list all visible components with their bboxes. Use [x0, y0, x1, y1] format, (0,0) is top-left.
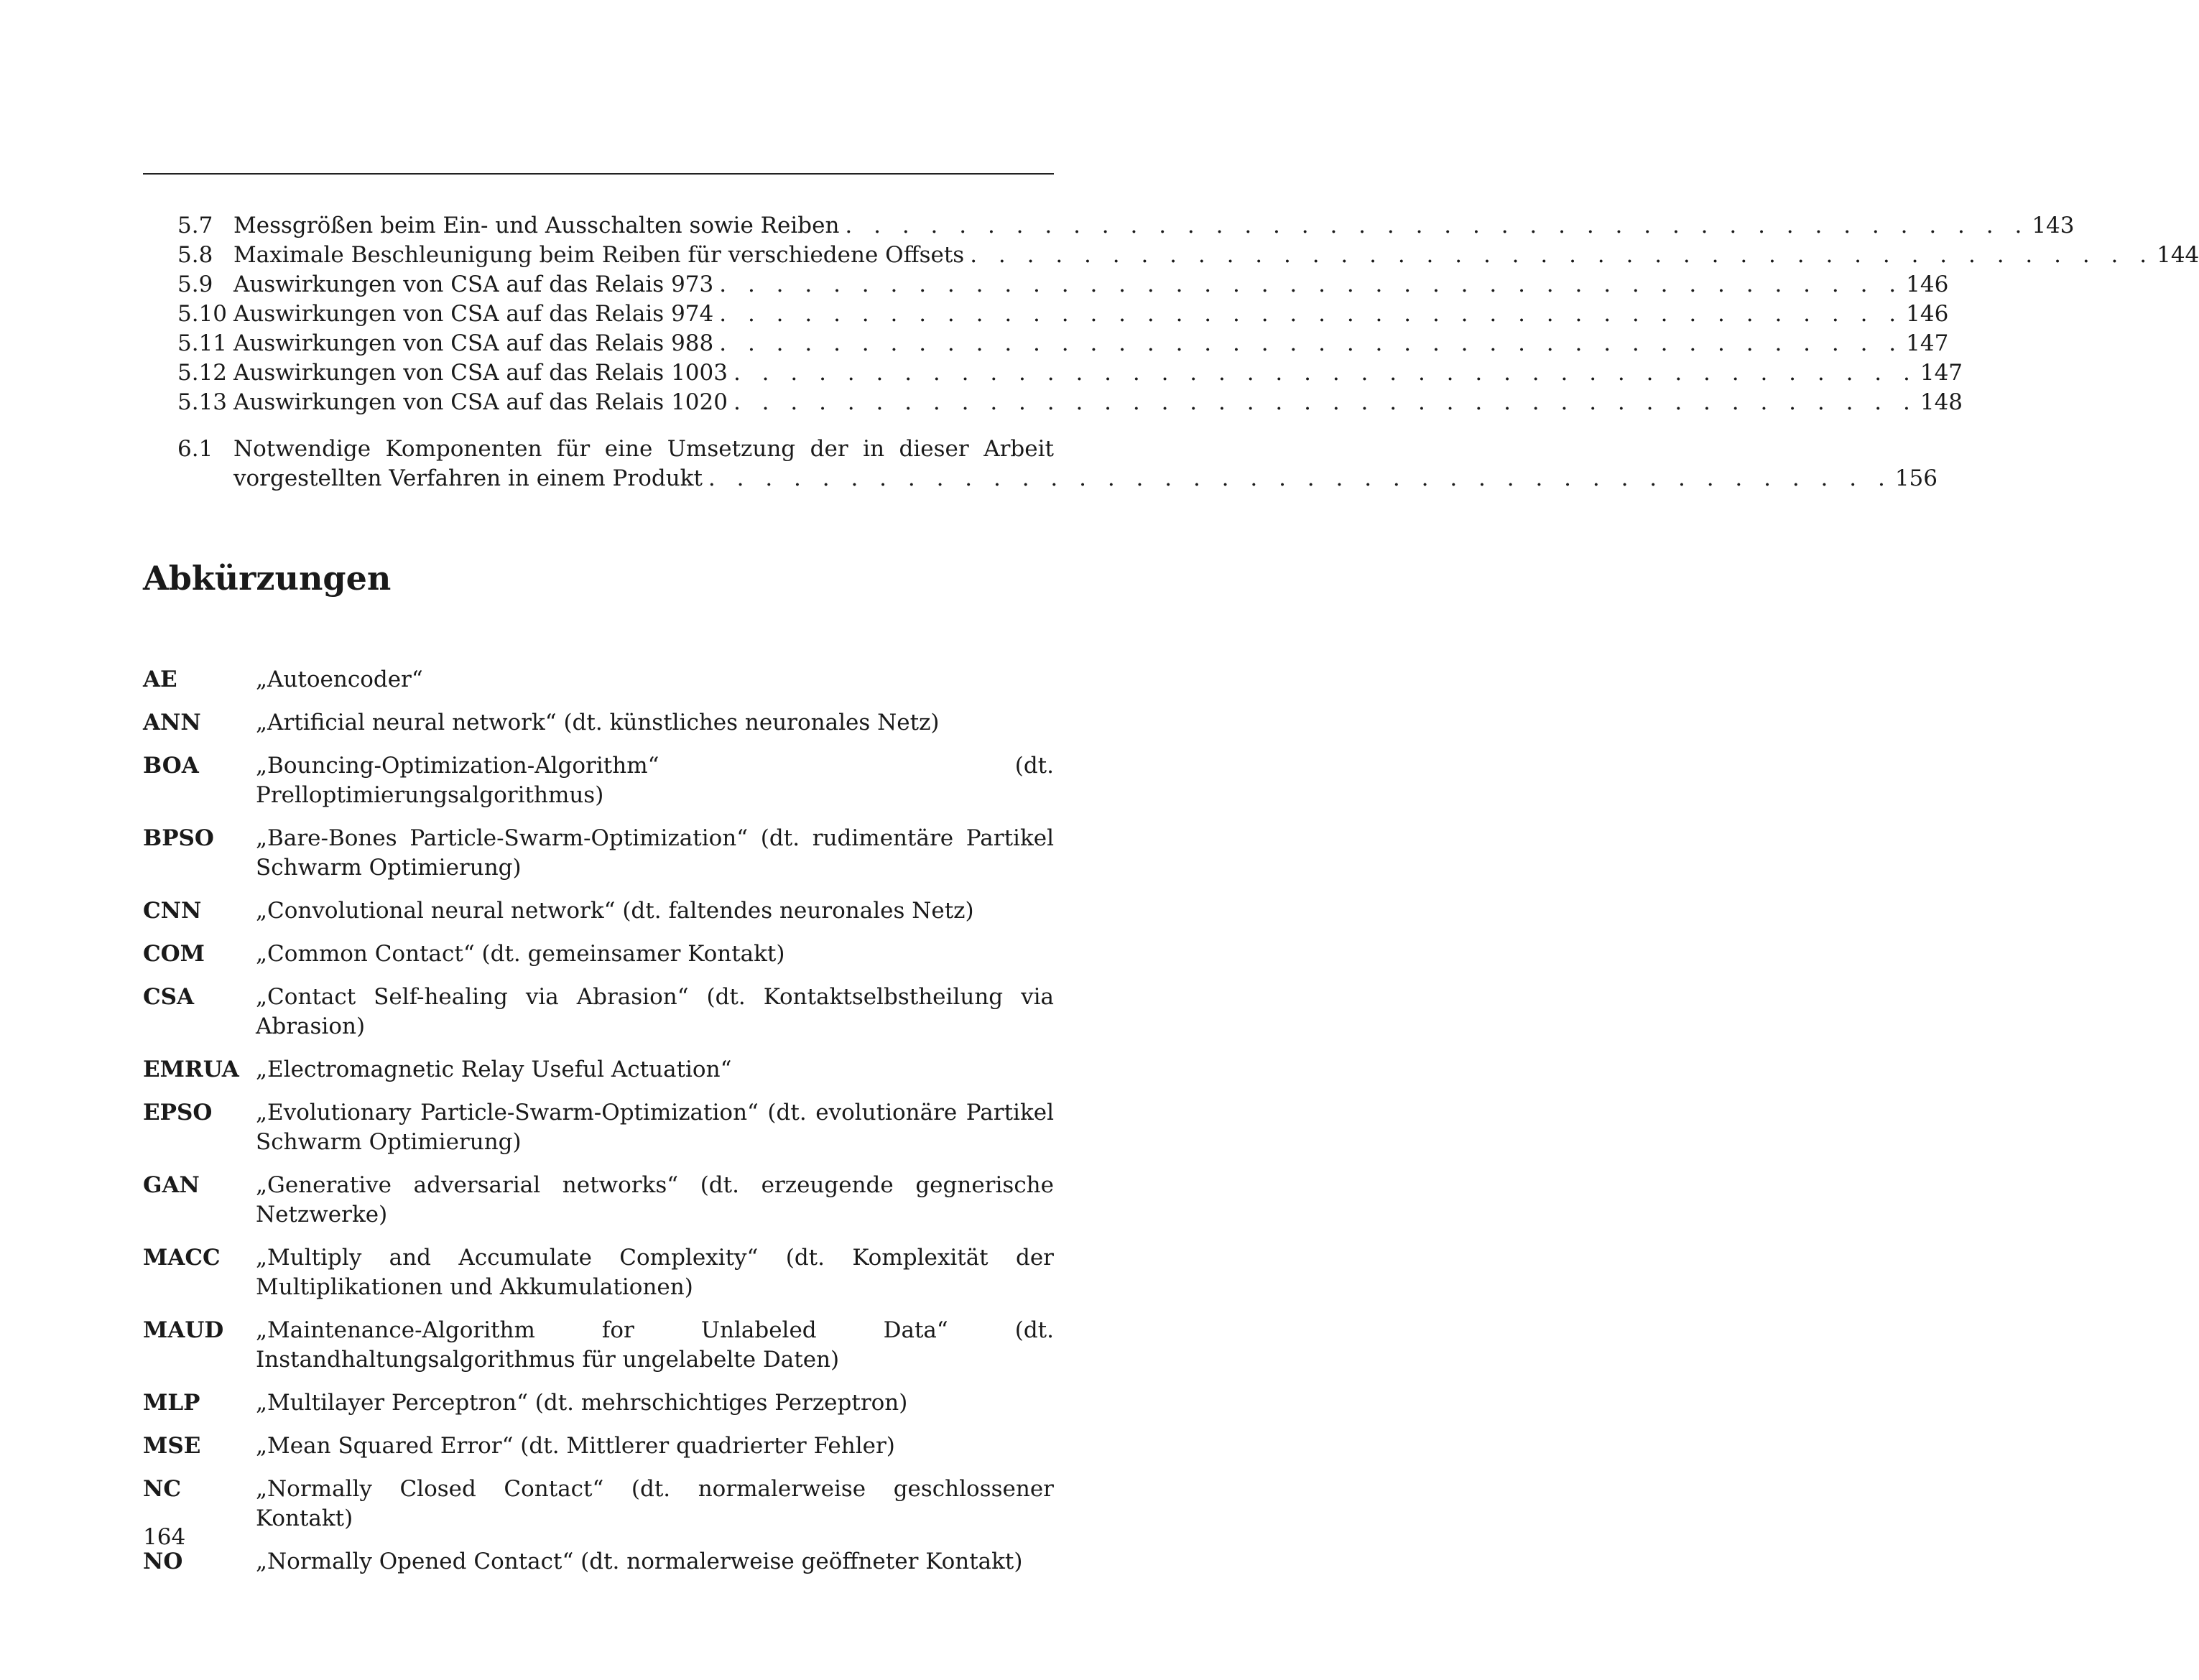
abbreviation-entry	[143, 939, 1054, 969]
abbreviation-term: CSA	[143, 984, 195, 1010]
abbreviation-definition: „Multiply and Accumulate Complexity“ (dt. Komplexität der Multiplikationen und Akkumulationen)	[256, 1245, 1054, 1300]
toc-title: Auswirkungen von CSA auf das Relais 973	[233, 272, 714, 297]
toc-title: Auswirkungen von CSA auf das Relais 1003	[233, 360, 728, 386]
toc-title-line1: Notwendige Komponenten für eine Umsetzung der in dieser Arbeit	[233, 436, 1054, 462]
toc-entry[interactable]	[177, 272, 1949, 301]
abbreviation-definition: „Bare-Bones Particle-Swarm-Optimization“ (dt. rudimentäre Partikel Schwarm Optimierung)	[256, 825, 1054, 881]
abbreviation-entry	[143, 1055, 1054, 1085]
abbreviation-definition: „Electromagnetic Relay Useful Actuation“	[256, 1057, 732, 1082]
toc-page-number: 156	[1894, 465, 1938, 491]
toc-page-number: 144	[2157, 242, 2199, 268]
abbreviation-definition: „Maintenance-Algorithm for Unlabeled Data“ (dt. Instandhaltungsalgorithmus für ungelabelte Daten)	[256, 1317, 1054, 1373]
toc-leader-dots: . . . . . . . . . . . . . . . . . . . . . . . . . . . . . . . . . . . . . . . . . .	[733, 360, 1917, 386]
abbreviation-definition: „Normally Opened Contact“ (dt. normalerweise geöffneter Kontakt)	[256, 1549, 1023, 1574]
toc-number: 6.1	[177, 436, 213, 462]
toc-title: Maximale Beschleunigung beim Reiben für verschiedene Offsets	[233, 242, 965, 268]
toc-title-line2: vorgestellten Verfahren in einem Produkt	[233, 465, 703, 491]
toc-page-number: 146	[1906, 272, 1949, 297]
toc-number: 5.12	[177, 360, 228, 386]
toc-leader-dots: . . . . . . . . . . . . . . . . . . . . . . . . . . . . . . . . . . . . . . . . . .	[733, 389, 1917, 415]
abbreviation-entry	[143, 1431, 1054, 1461]
abbreviation-list	[143, 665, 1054, 1590]
toc-leader-dots: . . . . . . . . . . . . . . . . . . . . . . . . . . . . . . . . . . . . . . . . . .	[970, 242, 2154, 268]
abbreviation-entry	[143, 1098, 1054, 1157]
toc-number: 5.13	[177, 389, 228, 415]
toc-number: 5.10	[177, 301, 228, 327]
toc-entry[interactable]	[177, 330, 1949, 360]
toc-entry-6-1[interactable]	[177, 436, 1938, 495]
abbreviation-entry	[143, 1316, 1054, 1375]
toc-leader-dots: . . . . . . . . . . . . . . . . . . . . . . . . . . . . . . . . . . . . . . . . . .	[708, 465, 1892, 491]
abbreviation-definition: „Common Contact“ (dt. gemeinsamer Kontakt)	[256, 941, 785, 967]
toc-number: 5.11	[177, 330, 228, 356]
abbreviation-term: EPSO	[143, 1100, 213, 1126]
abbreviation-term: MSE	[143, 1433, 201, 1459]
abbreviation-entry	[143, 1547, 1054, 1577]
toc-title: Auswirkungen von CSA auf das Relais 988	[233, 330, 714, 356]
toc-title: Messgrößen beim Ein- und Ausschalten sowie Reiben	[233, 213, 840, 238]
toc-entry[interactable]	[177, 242, 2199, 272]
toc-page-number: 146	[1906, 301, 1949, 327]
abbreviation-entry	[143, 1171, 1054, 1230]
toc-page-number: 143	[2032, 213, 2075, 238]
toc-page-number: 147	[1906, 330, 1949, 356]
abbreviation-term: NC	[143, 1476, 182, 1502]
abbreviation-definition: „Autoencoder“	[256, 667, 423, 692]
toc-title: Auswirkungen von CSA auf das Relais 974	[233, 301, 714, 327]
abbreviation-definition: „Normally Closed Contact“ (dt. normalerweise geschlossener Kontakt)	[256, 1476, 1054, 1531]
abbreviation-entry	[143, 665, 1054, 695]
toc-leader-dots: . . . . . . . . . . . . . . . . . . . . . . . . . . . . . . . . . . . . . . . . . .	[719, 272, 1904, 297]
abbreviation-entry	[143, 708, 1054, 738]
abbreviation-term: AE	[143, 667, 177, 692]
toc-entry[interactable]	[177, 360, 1963, 389]
abbreviation-term: BOA	[143, 753, 199, 779]
abbreviation-definition: „Mean Squared Error“ (dt. Mittlerer quadrierter Fehler)	[256, 1433, 895, 1459]
toc-title: Auswirkungen von CSA auf das Relais 1020	[233, 389, 728, 415]
abbreviation-definition: „Generative adversarial networks“ (dt. erzeugende gegnerische Netzwerke)	[256, 1172, 1054, 1227]
abbreviation-term: CNN	[143, 898, 202, 924]
toc-number: 5.7	[177, 213, 213, 238]
abbreviation-term: GAN	[143, 1172, 200, 1198]
toc-page-number: 147	[1920, 360, 1963, 386]
toc-entry[interactable]	[177, 301, 1949, 330]
abbreviation-definition: „Bouncing-Optimization-Algorithm“ (dt. Prelloptimierungsalgorithmus)	[256, 753, 1054, 808]
abbreviation-definition: „Artificial neural network“ (dt. künstliches neuronales Netz)	[256, 710, 940, 735]
abbreviation-definition: „Convolutional neural network“ (dt. faltendes neuronales Netz)	[256, 898, 974, 924]
toc-entry[interactable]	[177, 389, 1963, 419]
abbreviation-definition: „Multilayer Perceptron“ (dt. mehrschichtiges Perzeptron)	[256, 1390, 908, 1416]
abbreviation-term: MAUD	[143, 1317, 224, 1343]
toc-page-number: 148	[1920, 389, 1963, 415]
abbreviation-term: MACC	[143, 1245, 221, 1271]
toc-number: 5.8	[177, 242, 213, 268]
abbreviation-term: COM	[143, 941, 205, 967]
abbreviation-entry	[143, 1388, 1054, 1418]
page-number: 164	[143, 1524, 186, 1550]
abbreviation-entry	[143, 751, 1054, 810]
abbreviation-entry	[143, 983, 1054, 1041]
toc-leader-dots: . . . . . . . . . . . . . . . . . . . . . . . . . . . . . . . . . . . . . . . . . .	[719, 330, 1904, 356]
abbreviation-entry	[143, 1475, 1054, 1533]
abbreviation-entry	[143, 1243, 1054, 1302]
toc-entry[interactable]	[177, 213, 2075, 242]
abbreviation-definition: „Evolutionary Particle-Swarm-Optimization“ (dt. evolutionäre Partikel Schwarm Optimierung)	[256, 1100, 1054, 1155]
abbreviation-term: ANN	[143, 710, 201, 735]
toc-leader-dots: . . . . . . . . . . . . . . . . . . . . . . . . . . . . . . . . . . . . . . . . . .	[845, 213, 2029, 238]
abbreviation-entry	[143, 824, 1054, 883]
list-of-tables	[177, 213, 2199, 495]
abbreviation-definition: „Contact Self-healing via Abrasion“ (dt. Kontaktselbstheilung via Abrasion)	[256, 984, 1054, 1039]
toc-number: 5.9	[177, 272, 213, 297]
abbreviation-term: BPSO	[143, 825, 214, 851]
abbreviation-entry	[143, 896, 1054, 926]
abbreviation-term: MLP	[143, 1390, 200, 1416]
toc-leader-dots: . . . . . . . . . . . . . . . . . . . . . . . . . . . . . . . . . . . . . . . . . .	[719, 301, 1904, 327]
header-rule	[143, 173, 1054, 175]
abbreviation-term: NO	[143, 1549, 183, 1574]
abbreviation-term: EMRUA	[143, 1057, 239, 1082]
section-heading: Abkürzungen	[143, 559, 392, 598]
